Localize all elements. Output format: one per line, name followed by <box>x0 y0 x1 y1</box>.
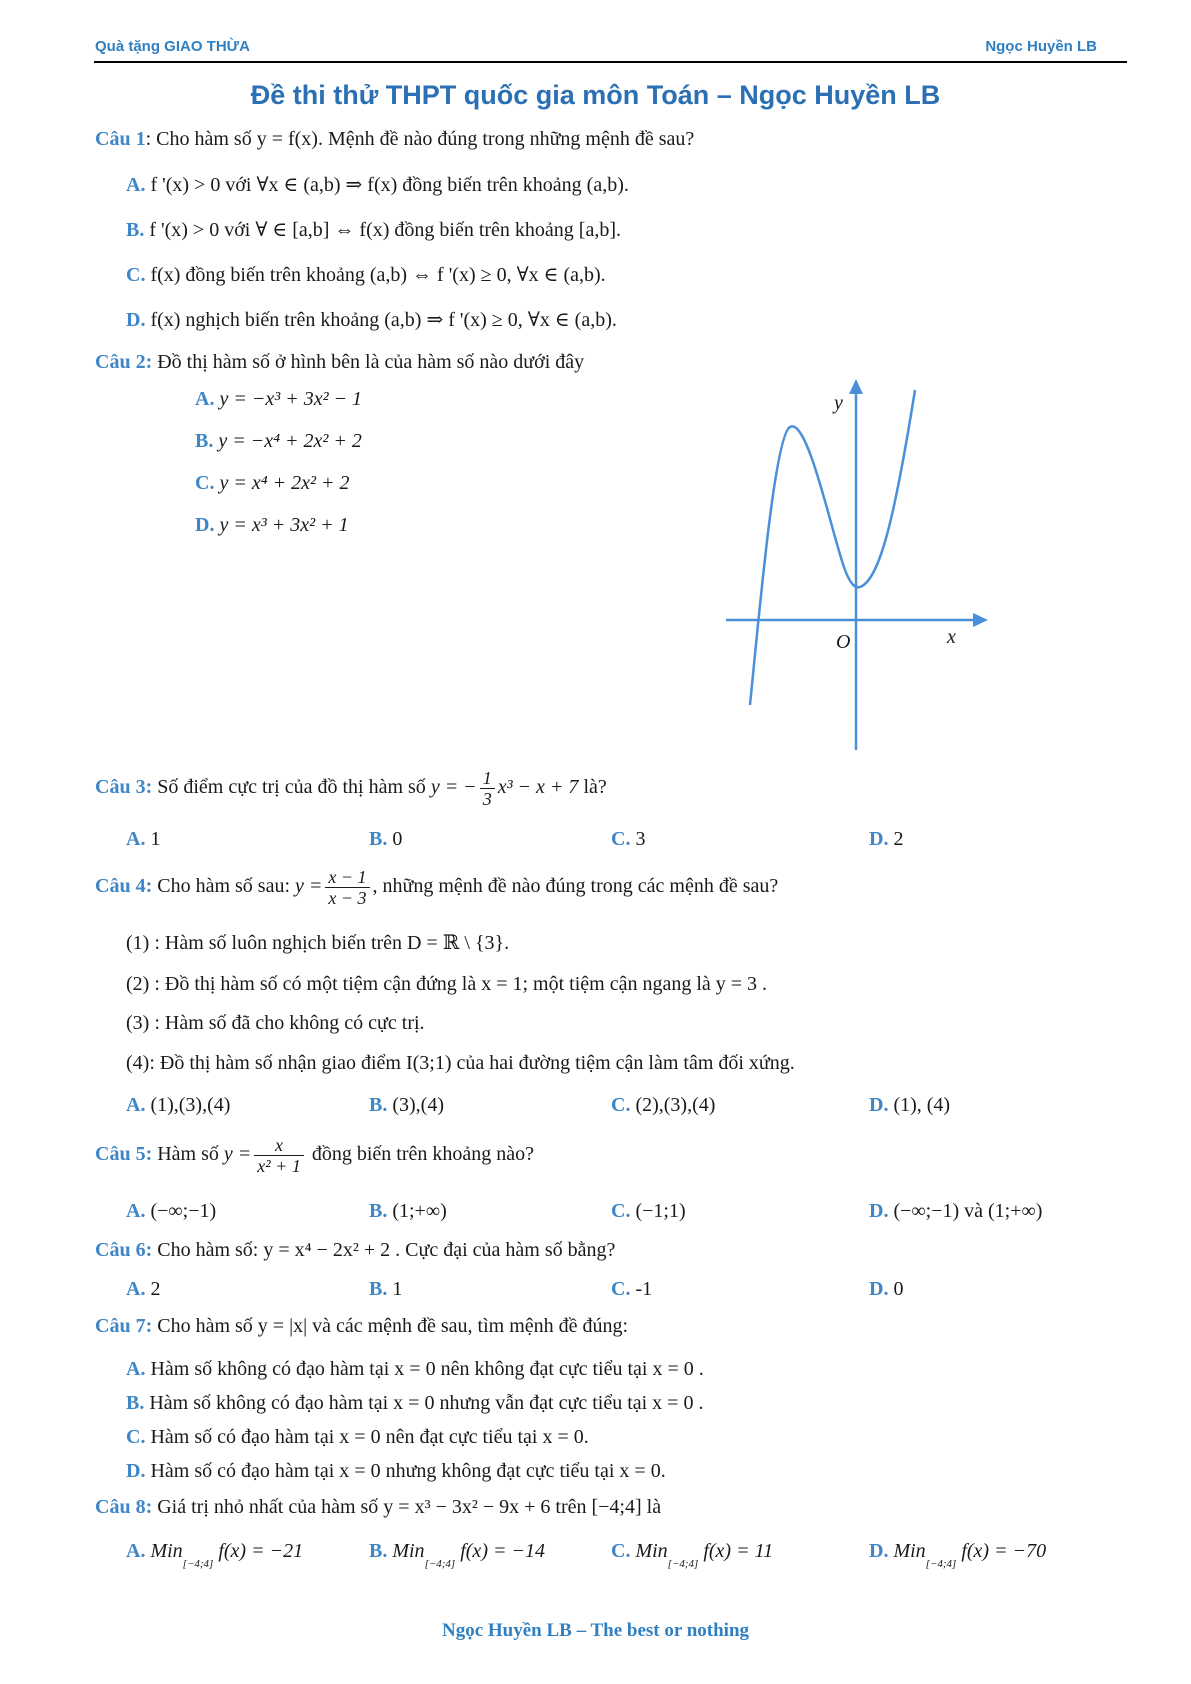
option-label: A. <box>126 1358 146 1380</box>
question-4 <box>95 867 778 908</box>
min-operator: Min <box>392 1540 425 1562</box>
question-8 <box>95 1494 661 1520</box>
origin-label: O <box>836 631 851 653</box>
q4-statement-1: (1) : Hàm số luôn nghịch biến trên D = ℝ \ {3}. <box>126 932 510 954</box>
option-label: B. <box>369 1278 388 1300</box>
q2-option-c <box>195 470 350 496</box>
option-label: B. <box>369 1540 388 1562</box>
option-text: f(x) = −14 <box>455 1540 545 1562</box>
function-curve <box>750 390 915 705</box>
q8-option-b <box>369 1538 545 1577</box>
q2-option-d <box>195 512 349 538</box>
question-stem: Cho hàm số sau: <box>152 875 296 898</box>
option-text: (1;+∞) <box>392 1200 447 1222</box>
question-stem: Cho hàm số y = |x| và các mệnh đề sau, tìm mệnh đề đúng: <box>152 1315 629 1337</box>
option-text: 0 <box>893 1278 904 1300</box>
q3-option-d <box>869 826 903 852</box>
header-left-text: Quà tặng GIAO THỪA <box>95 38 250 55</box>
q5-option-c <box>611 1198 686 1224</box>
option-text: y = x⁴ + 2x² + 2 <box>219 472 350 494</box>
function-graph <box>720 375 990 755</box>
option-label: B. <box>126 1392 145 1414</box>
option-label: C. <box>611 1200 631 1222</box>
option-text: f '(x) > 0 với ∀ ∈ [a,b] ⇔ f(x) đồng biến trên khoảng [a,b]. <box>149 219 621 241</box>
option-text: y = x³ + 3x² + 1 <box>219 514 349 536</box>
option-text: 1 <box>150 828 161 850</box>
option-label: D. <box>869 1278 889 1300</box>
q4-option-d <box>869 1092 950 1118</box>
q4-option-b <box>369 1092 444 1118</box>
question-7 <box>95 1313 628 1339</box>
q6-option-b <box>369 1276 402 1302</box>
q4-option-a <box>126 1092 230 1118</box>
option-text: f(x) = −70 <box>956 1540 1047 1562</box>
min-domain: [−4;4] <box>925 1558 957 1570</box>
q6-option-d <box>869 1276 903 1302</box>
question-2 <box>95 349 584 375</box>
question-stem: Số điểm cực trị của đồ thị hàm số <box>152 776 431 799</box>
option-text: (−1;1) <box>635 1200 686 1222</box>
option-label: A. <box>126 174 146 196</box>
option-text: Hàm số không có đạo hàm tại x = 0 nên không đạt cực tiểu tại x = 0 . <box>150 1358 704 1380</box>
question-stem: Đồ thị hàm số ở hình bên là của hàm số nào dưới đây <box>152 351 585 373</box>
question-label: Câu 7: <box>95 1315 153 1337</box>
question-label: Câu 8: <box>95 1496 153 1518</box>
page-title: Đề thi thử THPT quốc gia môn Toán – Ngọc Huyền LB <box>250 80 941 110</box>
q4-statement-4: (4): Đồ thị hàm số nhận giao điểm I(3;1) của hai đường tiệm cận làm tâm đối xứng. <box>126 1052 795 1074</box>
fraction <box>325 867 369 908</box>
y-axis-label: y <box>834 392 843 414</box>
option-text: f(x) = 11 <box>698 1540 774 1562</box>
q8-option-d <box>869 1538 1046 1577</box>
fraction <box>254 1135 304 1176</box>
option-label: B. <box>369 828 388 850</box>
header-right-text: Ngọc Huyền LB <box>985 38 1097 55</box>
q6-option-a <box>126 1276 160 1302</box>
option-text: Hàm số có đạo hàm tại x = 0 nhưng không đạt cực tiểu tại x = 0. <box>150 1460 666 1482</box>
question-3 <box>95 768 607 809</box>
q7-option-d <box>126 1458 666 1484</box>
question-stem: : Cho hàm số y = f(x). Mệnh đề nào đúng trong những mệnh đề sau? <box>145 128 695 150</box>
question-stem-end: đồng biến trên khoảng nào? <box>306 1143 534 1166</box>
option-label: A. <box>195 388 215 410</box>
option-label: D. <box>195 514 215 536</box>
option-text: Hàm số có đạo hàm tại x = 0 nên đạt cực tiểu tại x = 0. <box>150 1426 589 1448</box>
question-5 <box>95 1135 534 1176</box>
x-axis-arrow <box>973 613 988 627</box>
min-domain: [−4;4] <box>424 1558 456 1570</box>
option-text: (1),(3),(4) <box>150 1094 231 1116</box>
option-label: B. <box>195 430 214 452</box>
option-label: C. <box>611 828 631 850</box>
x-axis-label: x <box>947 626 956 648</box>
fraction-denominator: 3 <box>482 789 492 809</box>
q1-option-d <box>126 307 617 333</box>
q7-option-b <box>126 1390 703 1416</box>
q4-statement-2: (2) : Đồ thị hàm số có một tiệm cận đứng là x = 1; một tiệm cận ngang là y = 3 . <box>126 973 768 995</box>
option-label: D. <box>869 1094 889 1116</box>
question-label: Câu 6: <box>95 1239 153 1261</box>
question-label: Câu 2: <box>95 351 153 373</box>
q2-option-b <box>195 428 362 454</box>
fraction-denominator: x² + 1 <box>257 1156 301 1176</box>
option-label: D. <box>126 1460 146 1482</box>
q4-statement-3: (3) : Hàm số đã cho không có cực trị. <box>126 1012 425 1034</box>
option-label: C. <box>126 1426 146 1448</box>
option-text: (2),(3),(4) <box>635 1094 716 1116</box>
option-label: A. <box>126 1278 146 1300</box>
option-text: y = −x⁴ + 2x² + 2 <box>218 430 362 452</box>
option-label: C. <box>611 1278 631 1300</box>
q1-option-c <box>126 262 606 288</box>
question-1 <box>95 126 694 152</box>
q2-option-a <box>195 386 362 412</box>
option-label: A. <box>126 1094 146 1116</box>
option-label: B. <box>126 219 145 241</box>
footer-text: Ngọc Huyền LB – The best or nothing <box>441 1620 750 1641</box>
q7-option-c <box>126 1424 589 1450</box>
option-text: f(x) = −21 <box>213 1540 304 1562</box>
option-label: A. <box>126 1540 146 1562</box>
fraction-numerator: 1 <box>480 768 495 789</box>
q4-option-c <box>611 1092 715 1118</box>
option-text: (3),(4) <box>392 1094 444 1116</box>
min-operator: Min <box>635 1540 668 1562</box>
q3-option-c <box>611 826 645 852</box>
option-label: B. <box>369 1094 388 1116</box>
option-text: f '(x) > 0 với ∀x ∈ (a,b) ⇒ f(x) đồng biến trên khoảng (a,b). <box>150 174 629 196</box>
min-domain: [−4;4] <box>182 1558 214 1570</box>
option-label: C. <box>126 264 146 286</box>
min-operator: Min <box>150 1540 183 1562</box>
option-text: 2 <box>893 828 904 850</box>
option-label: A. <box>126 1200 146 1222</box>
fraction-prefix: y = <box>223 1143 252 1166</box>
option-text: f(x) nghịch biến trên khoảng (a,b) ⇒ f '(x) ≥ 0, ∀x ∈ (a,b). <box>150 309 617 331</box>
option-text: (−∞;−1) <box>150 1200 217 1222</box>
question-label: Câu 1 <box>95 128 146 150</box>
option-text: Hàm số không có đạo hàm tại x = 0 nhưng vẫn đạt cực tiểu tại x = 0 . <box>149 1392 704 1414</box>
q3-option-a <box>126 826 160 852</box>
option-label: D. <box>869 828 889 850</box>
q1-option-a <box>126 172 629 198</box>
option-text: 2 <box>150 1278 161 1300</box>
min-operator: Min <box>893 1540 926 1562</box>
q8-option-a <box>126 1538 303 1577</box>
option-text: 3 <box>635 828 646 850</box>
q7-option-a <box>126 1356 704 1382</box>
question-stem: Giá trị nhỏ nhất của hàm số y = x³ − 3x² − 9x + 6 trên [−4;4] là <box>152 1496 662 1518</box>
min-domain: [−4;4] <box>667 1558 699 1570</box>
fraction-prefix: y = <box>295 875 323 898</box>
q5-option-b <box>369 1198 447 1224</box>
question-stem: Hàm số <box>152 1143 224 1166</box>
q3-option-b <box>369 826 402 852</box>
option-text: 1 <box>392 1278 403 1300</box>
fraction <box>480 768 495 809</box>
option-label: A. <box>126 828 146 850</box>
option-label: C. <box>611 1094 631 1116</box>
q5-option-d <box>869 1198 1042 1224</box>
option-text: 0 <box>392 828 403 850</box>
q1-option-b <box>126 217 621 243</box>
option-label: C. <box>195 472 215 494</box>
question-6 <box>95 1237 615 1263</box>
option-label: C. <box>611 1540 631 1562</box>
option-text: f(x) đồng biến trên khoảng (a,b) ⇔ f '(x) ≥ 0, ∀x ∈ (a,b). <box>150 264 606 286</box>
fraction-suffix: x³ − x + 7 <box>497 776 579 799</box>
option-text: -1 <box>635 1278 653 1300</box>
fraction-numerator: x − 1 <box>325 867 369 888</box>
question-label: Câu 5: <box>95 1143 153 1166</box>
option-text: (1), (4) <box>893 1094 951 1116</box>
header-divider <box>94 61 1127 63</box>
option-label: D. <box>869 1200 889 1222</box>
y-axis-arrow <box>849 379 863 394</box>
question-label: Câu 4: <box>95 875 153 898</box>
question-stem: Cho hàm số: y = x⁴ − 2x² + 2 . Cực đại của hàm số bằng? <box>152 1239 616 1261</box>
option-label: B. <box>369 1200 388 1222</box>
option-label: D. <box>869 1540 889 1562</box>
fraction-numerator: x <box>254 1135 304 1156</box>
question-stem-end: , những mệnh đề nào đúng trong các mệnh đề sau? <box>372 875 779 898</box>
q6-option-c <box>611 1276 652 1302</box>
option-text: (−∞;−1) và (1;+∞) <box>893 1200 1043 1222</box>
question-label: Câu 3: <box>95 776 153 799</box>
option-text: y = −x³ + 3x² − 1 <box>219 388 363 410</box>
question-stem-end: là? <box>578 776 607 799</box>
fraction-prefix: y = − <box>430 776 477 799</box>
fraction-denominator: x − 3 <box>328 888 367 908</box>
q5-option-a <box>126 1198 216 1224</box>
option-label: D. <box>126 309 146 331</box>
q8-option-c <box>611 1538 773 1577</box>
